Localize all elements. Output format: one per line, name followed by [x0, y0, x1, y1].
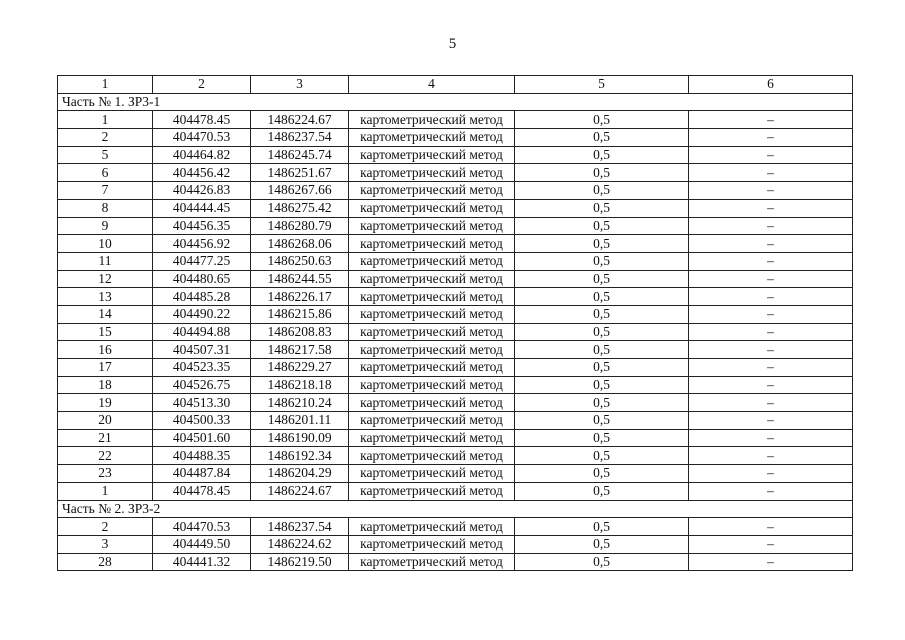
method-cell: картометрический метод — [349, 199, 515, 217]
header-cell: 5 — [515, 76, 689, 94]
note-cell: – — [689, 341, 853, 359]
accuracy-cell: 0,5 — [515, 376, 689, 394]
method-cell: картометрический метод — [349, 376, 515, 394]
table-row — [58, 129, 853, 147]
table-row — [58, 341, 853, 359]
x-coordinate-cell: 404478.45 — [153, 482, 251, 500]
method-cell: картометрический метод — [349, 164, 515, 182]
y-coordinate-cell: 1486237.54 — [251, 518, 349, 536]
header-cell: 3 — [251, 76, 349, 94]
accuracy-cell: 0,5 — [515, 482, 689, 500]
header-row — [58, 76, 853, 94]
x-coordinate-cell: 404480.65 — [153, 270, 251, 288]
table-row — [58, 518, 853, 536]
table-row — [58, 146, 853, 164]
table-row — [58, 199, 853, 217]
table-row — [58, 482, 853, 500]
point-number-cell: 11 — [58, 252, 153, 270]
point-number-cell: 12 — [58, 270, 153, 288]
method-cell: картометрический метод — [349, 323, 515, 341]
accuracy-cell: 0,5 — [515, 305, 689, 323]
method-cell: картометрический метод — [349, 111, 515, 129]
x-coordinate-cell: 404470.53 — [153, 129, 251, 147]
accuracy-cell: 0,5 — [515, 359, 689, 377]
table-row — [58, 323, 853, 341]
note-cell: – — [689, 323, 853, 341]
note-cell: – — [689, 288, 853, 306]
y-coordinate-cell: 1486226.17 — [251, 288, 349, 306]
y-coordinate-cell: 1486237.54 — [251, 129, 349, 147]
accuracy-cell: 0,5 — [515, 323, 689, 341]
point-number-cell: 17 — [58, 359, 153, 377]
accuracy-cell: 0,5 — [515, 341, 689, 359]
y-coordinate-cell: 1486251.67 — [251, 164, 349, 182]
method-cell: картометрический метод — [349, 270, 515, 288]
accuracy-cell: 0,5 — [515, 111, 689, 129]
point-number-cell: 8 — [58, 199, 153, 217]
point-number-cell: 15 — [58, 323, 153, 341]
note-cell: – — [689, 429, 853, 447]
table-row — [58, 359, 853, 377]
method-cell: картометрический метод — [349, 394, 515, 412]
header-cell: 1 — [58, 76, 153, 94]
point-number-cell: 23 — [58, 465, 153, 483]
accuracy-cell: 0,5 — [515, 447, 689, 465]
point-number-cell: 22 — [58, 447, 153, 465]
table-row — [58, 429, 853, 447]
accuracy-cell: 0,5 — [515, 535, 689, 553]
method-cell: картометрический метод — [349, 465, 515, 483]
y-coordinate-cell: 1486224.67 — [251, 482, 349, 500]
table-row — [58, 164, 853, 182]
note-cell: – — [689, 305, 853, 323]
point-number-cell: 20 — [58, 412, 153, 430]
accuracy-cell: 0,5 — [515, 465, 689, 483]
note-cell: – — [689, 111, 853, 129]
page-number: 5 — [448, 36, 457, 52]
y-coordinate-cell: 1486208.83 — [251, 323, 349, 341]
method-cell: картометрический метод — [349, 341, 515, 359]
point-number-cell: 13 — [58, 288, 153, 306]
section-row — [58, 93, 853, 111]
accuracy-cell: 0,5 — [515, 553, 689, 571]
note-cell: – — [689, 199, 853, 217]
x-coordinate-cell: 404456.35 — [153, 217, 251, 235]
accuracy-cell: 0,5 — [515, 182, 689, 200]
note-cell: – — [689, 518, 853, 536]
x-coordinate-cell: 404441.32 — [153, 553, 251, 571]
section-row — [58, 500, 853, 518]
x-coordinate-cell: 404477.25 — [153, 252, 251, 270]
accuracy-cell: 0,5 — [515, 146, 689, 164]
y-coordinate-cell: 1486217.58 — [251, 341, 349, 359]
y-coordinate-cell: 1486192.34 — [251, 447, 349, 465]
x-coordinate-cell: 404500.33 — [153, 412, 251, 430]
point-number-cell: 3 — [58, 535, 153, 553]
method-cell: картометрический метод — [349, 235, 515, 253]
accuracy-cell: 0,5 — [515, 270, 689, 288]
y-coordinate-cell: 1486244.55 — [251, 270, 349, 288]
note-cell: – — [689, 482, 853, 500]
method-cell: картометрический метод — [349, 182, 515, 200]
accuracy-cell: 0,5 — [515, 235, 689, 253]
x-coordinate-cell: 404426.83 — [153, 182, 251, 200]
table-body — [58, 76, 853, 571]
method-cell: картометрический метод — [349, 412, 515, 430]
method-cell: картометрический метод — [349, 217, 515, 235]
y-coordinate-cell: 1486280.79 — [251, 217, 349, 235]
note-cell: – — [689, 129, 853, 147]
point-number-cell: 10 — [58, 235, 153, 253]
note-cell: – — [689, 412, 853, 430]
table-row — [58, 553, 853, 571]
method-cell: картометрический метод — [349, 252, 515, 270]
y-coordinate-cell: 1486215.86 — [251, 305, 349, 323]
x-coordinate-cell: 404523.35 — [153, 359, 251, 377]
y-coordinate-cell: 1486224.67 — [251, 111, 349, 129]
x-coordinate-cell: 404487.84 — [153, 465, 251, 483]
note-cell: – — [689, 146, 853, 164]
method-cell: картометрический метод — [349, 535, 515, 553]
accuracy-cell: 0,5 — [515, 217, 689, 235]
x-coordinate-cell: 404507.31 — [153, 341, 251, 359]
note-cell: – — [689, 182, 853, 200]
note-cell: – — [689, 465, 853, 483]
point-number-cell: 28 — [58, 553, 153, 571]
point-number-cell: 7 — [58, 182, 153, 200]
accuracy-cell: 0,5 — [515, 164, 689, 182]
y-coordinate-cell: 1486210.24 — [251, 394, 349, 412]
table-row — [58, 252, 853, 270]
y-coordinate-cell: 1486218.18 — [251, 376, 349, 394]
section-title: Часть № 2. ЗР3-2 — [58, 500, 853, 518]
x-coordinate-cell: 404456.42 — [153, 164, 251, 182]
table-row — [58, 394, 853, 412]
accuracy-cell: 0,5 — [515, 199, 689, 217]
point-number-cell: 21 — [58, 429, 153, 447]
section-title: Часть № 1. ЗР3-1 — [58, 93, 853, 111]
method-cell: картометрический метод — [349, 129, 515, 147]
y-coordinate-cell: 1486268.06 — [251, 235, 349, 253]
note-cell: – — [689, 394, 853, 412]
x-coordinate-cell: 404449.50 — [153, 535, 251, 553]
table-row — [58, 535, 853, 553]
table-row — [58, 235, 853, 253]
point-number-cell: 1 — [58, 111, 153, 129]
method-cell: картометрический метод — [349, 553, 515, 571]
x-coordinate-cell: 404513.30 — [153, 394, 251, 412]
note-cell: – — [689, 359, 853, 377]
coordinates-table — [57, 75, 853, 571]
x-coordinate-cell: 404501.60 — [153, 429, 251, 447]
y-coordinate-cell: 1486224.62 — [251, 535, 349, 553]
x-coordinate-cell: 404444.45 — [153, 199, 251, 217]
table-row — [58, 376, 853, 394]
y-coordinate-cell: 1486201.11 — [251, 412, 349, 430]
header-cell: 6 — [689, 76, 853, 94]
note-cell: – — [689, 270, 853, 288]
point-number-cell: 6 — [58, 164, 153, 182]
point-number-cell: 5 — [58, 146, 153, 164]
x-coordinate-cell: 404456.92 — [153, 235, 251, 253]
x-coordinate-cell: 404464.82 — [153, 146, 251, 164]
point-number-cell: 16 — [58, 341, 153, 359]
table-row — [58, 217, 853, 235]
point-number-cell: 2 — [58, 129, 153, 147]
y-coordinate-cell: 1486267.66 — [251, 182, 349, 200]
note-cell: – — [689, 535, 853, 553]
table-row — [58, 270, 853, 288]
x-coordinate-cell: 404526.75 — [153, 376, 251, 394]
x-coordinate-cell: 404488.35 — [153, 447, 251, 465]
table-row — [58, 111, 853, 129]
table-row — [58, 412, 853, 430]
method-cell: картометрический метод — [349, 305, 515, 323]
note-cell: – — [689, 447, 853, 465]
accuracy-cell: 0,5 — [515, 394, 689, 412]
note-cell: – — [689, 217, 853, 235]
y-coordinate-cell: 1486219.50 — [251, 553, 349, 571]
y-coordinate-cell: 1486204.29 — [251, 465, 349, 483]
method-cell: картометрический метод — [349, 447, 515, 465]
y-coordinate-cell: 1486275.42 — [251, 199, 349, 217]
point-number-cell: 1 — [58, 482, 153, 500]
note-cell: – — [689, 376, 853, 394]
x-coordinate-cell: 404494.88 — [153, 323, 251, 341]
accuracy-cell: 0,5 — [515, 412, 689, 430]
table-row — [58, 447, 853, 465]
x-coordinate-cell: 404490.22 — [153, 305, 251, 323]
table-row — [58, 182, 853, 200]
point-number-cell: 14 — [58, 305, 153, 323]
accuracy-cell: 0,5 — [515, 288, 689, 306]
table-row — [58, 288, 853, 306]
y-coordinate-cell: 1486229.27 — [251, 359, 349, 377]
point-number-cell: 19 — [58, 394, 153, 412]
method-cell: картометрический метод — [349, 482, 515, 500]
point-number-cell: 9 — [58, 217, 153, 235]
header-cell: 2 — [153, 76, 251, 94]
method-cell: картометрический метод — [349, 359, 515, 377]
method-cell: картометрический метод — [349, 288, 515, 306]
note-cell: – — [689, 252, 853, 270]
y-coordinate-cell: 1486245.74 — [251, 146, 349, 164]
accuracy-cell: 0,5 — [515, 429, 689, 447]
accuracy-cell: 0,5 — [515, 252, 689, 270]
method-cell: картометрический метод — [349, 146, 515, 164]
x-coordinate-cell: 404470.53 — [153, 518, 251, 536]
table-row — [58, 465, 853, 483]
point-number-cell: 2 — [58, 518, 153, 536]
note-cell: – — [689, 553, 853, 571]
x-coordinate-cell: 404485.28 — [153, 288, 251, 306]
y-coordinate-cell: 1486190.09 — [251, 429, 349, 447]
table-row — [58, 305, 853, 323]
accuracy-cell: 0,5 — [515, 129, 689, 147]
method-cell: картометрический метод — [349, 518, 515, 536]
x-coordinate-cell: 404478.45 — [153, 111, 251, 129]
point-number-cell: 18 — [58, 376, 153, 394]
method-cell: картометрический метод — [349, 429, 515, 447]
header-cell: 4 — [349, 76, 515, 94]
note-cell: – — [689, 164, 853, 182]
y-coordinate-cell: 1486250.63 — [251, 252, 349, 270]
note-cell: – — [689, 235, 853, 253]
accuracy-cell: 0,5 — [515, 518, 689, 536]
